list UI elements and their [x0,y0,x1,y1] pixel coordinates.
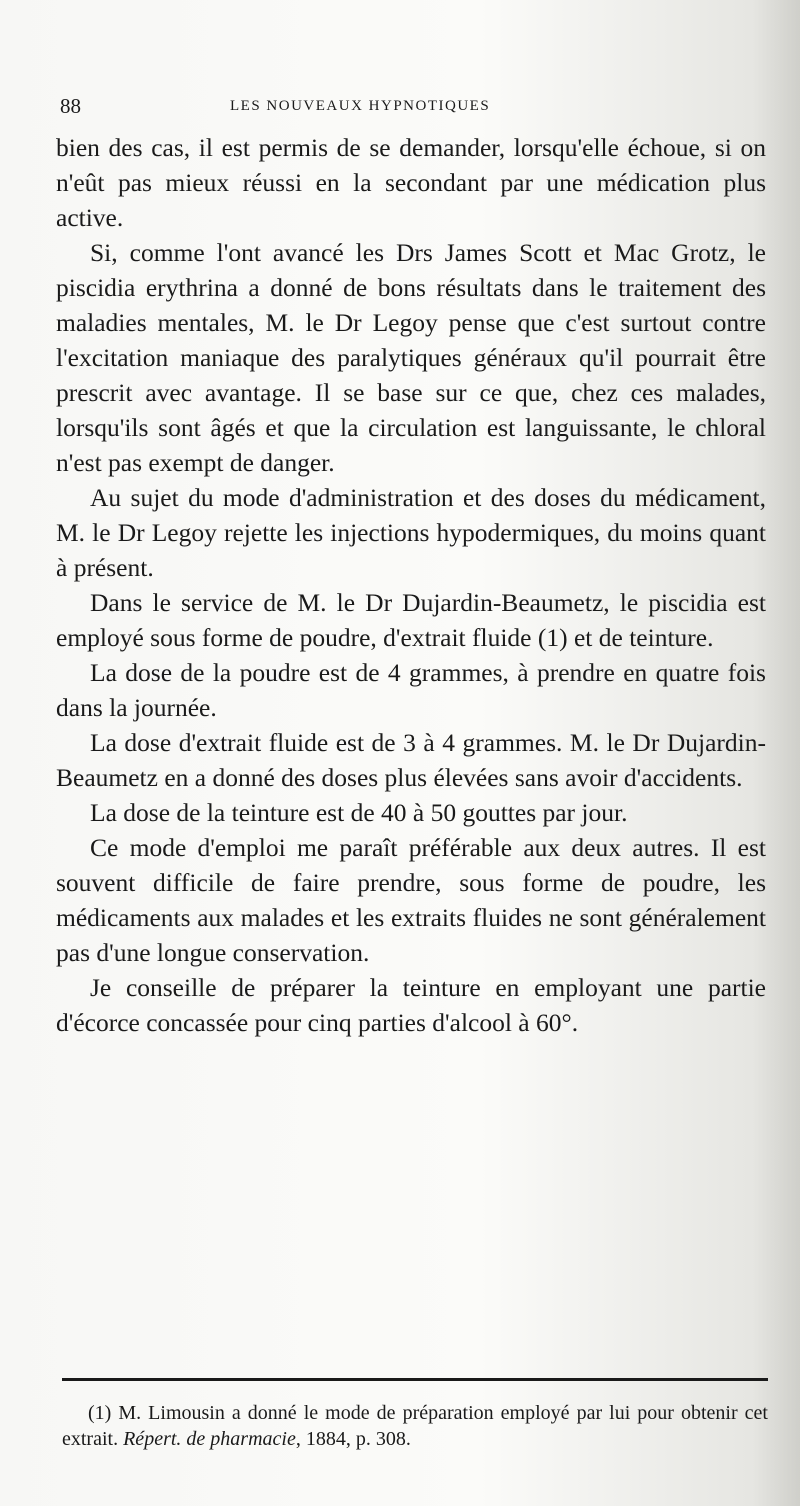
paragraph: Si, comme l'ont avancé les Drs James Scott et Mac Grotz, le piscidia erythrina a donné de bons résultats dans le traitement des maladies mentales, M. le Dr Legoy pense que c'est surtout contre l'excitation maniaque des paralytiques généraux qu'il pourrait être prescrit avec avantage. Il se base sur ce que, chez ces malades, lorsqu'ils sont âgés et que la circulation est languissante, le chloral n'est pas exempt de danger. [56,238,766,477]
footnote-text: (1) M. Limousin a donné le mode de préparation employé par lui pour obtenir cet extrait. [62,1402,768,1450]
footnote [62,1400,768,1452]
paragraph: La dose de la teinture est de 40 à 50 gouttes par jour. [90,798,628,827]
paragraph: La dose de la poudre est de 4 grammes, à prendre en quatre fois dans la journée. [56,658,766,722]
paragraph: Dans le service de M. le Dr Dujardin-Beaumetz, le piscidia est employé sous forme de poudre, d'extrait fluide (1) et de teinture. [56,588,766,652]
paragraph: La dose d'extrait fluide est de 3 à 4 grammes. M. le Dr Dujardin-Beaumetz en a donné des doses plus élevées sans avoir d'accidents. [56,728,766,792]
footnote-citation: , 1884, p. 308. [295,1428,411,1450]
footnote-source: Répert. de pharmacie [123,1428,296,1450]
footnote-divider [62,1378,768,1381]
page-number: 88 [60,94,81,118]
paragraph: Ce mode d'emploi me paraît préférable aux deux autres. Il est souvent difficile de faire prendre, sous forme de poudre, les médicaments aux malades et les extraits fluides ne sont généralement pas d'une longue conservation. [56,833,766,967]
running-title: LES NOUVEAUX HYPNOTIQUES [230,98,491,114]
body-text [56,130,766,1040]
paragraph: Au sujet du mode d'administration et des doses du médicament, M. le Dr Legoy rejette les injections hypodermiques, du moins quant à présent. [56,483,766,582]
paragraph-continuation: bien des cas, il est permis de se demander, lorsqu'elle échoue, si on n'eût pas mieux réussi en la secondant par une médication plus active. [56,133,766,232]
page-header [60,94,750,128]
paragraph: Je conseille de préparer la teinture en employant une partie d'écorce concassée pour cinq parties d'alcool à 60°. [56,973,766,1037]
